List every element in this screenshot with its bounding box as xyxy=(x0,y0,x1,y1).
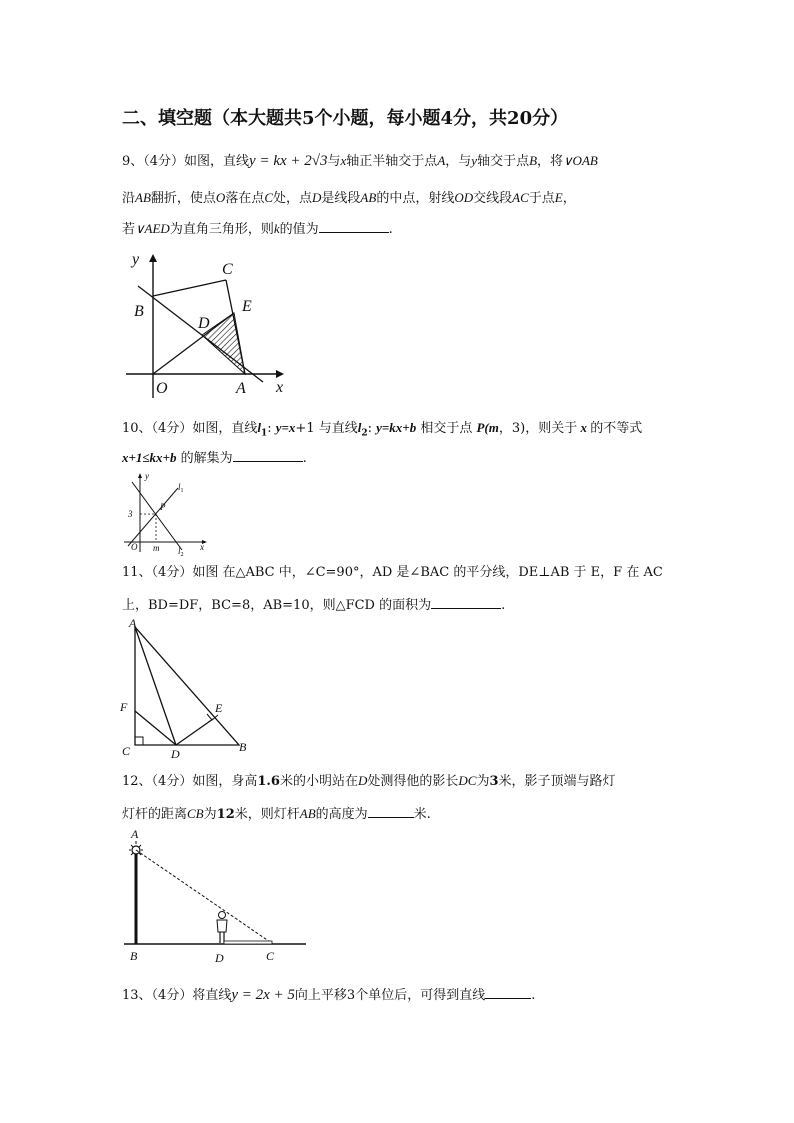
q9-label-o: O xyxy=(156,380,168,397)
q11-label-f: F xyxy=(120,700,128,714)
q9-text: 沿 xyxy=(122,191,136,206)
q10-label-l2: $l_2$ xyxy=(178,546,184,558)
q9-segment-bc xyxy=(153,280,226,296)
q13-answer-blank[interactable] xyxy=(485,998,531,999)
q11-segment-de xyxy=(176,719,213,745)
q12-text: 灯杆的距离 xyxy=(122,807,188,822)
q9-var: A xyxy=(437,153,446,168)
q12-shadow xyxy=(224,941,272,944)
q9-text: ， xyxy=(562,191,576,206)
q9-text: 翻折，使点 xyxy=(150,191,216,206)
q10-text: +1 与直线 xyxy=(295,421,358,436)
q11-text: 上，BD=DF，BC=8，AB=10，则△FCD 的面积为 xyxy=(122,598,432,613)
q10-text: : xyxy=(267,421,276,436)
q12-text: 为 xyxy=(476,774,490,789)
q12-label-d: D xyxy=(215,951,224,965)
q12-number: 12 xyxy=(216,807,235,822)
q12-number: 1.6 xyxy=(257,774,280,789)
q12-var: AB xyxy=(299,806,316,821)
q11-label-a: A xyxy=(129,616,137,630)
q9-text: 为直角三角形，则 xyxy=(169,222,274,237)
q9-var: O xyxy=(215,190,226,205)
q13-text: 13、（4分）将直线 xyxy=(122,988,232,1003)
q10-inequality: x+1≤kx+b xyxy=(122,450,177,465)
q13-equation: y = 2x + 5 xyxy=(231,987,295,1003)
q9-answer-blank[interactable] xyxy=(319,232,389,233)
q12-person-icon xyxy=(217,912,227,944)
q11-label-c: C xyxy=(122,744,131,758)
q11-text: . xyxy=(501,598,506,613)
q10-equation: y=kx+b xyxy=(376,420,417,435)
q9-equation: y = kx + 2√3 xyxy=(249,153,328,169)
q9-var: B xyxy=(529,153,538,168)
q10-text: : xyxy=(367,421,377,436)
q9-line-3 xyxy=(122,218,393,237)
q9-text: 9、（4分）如图，直线 xyxy=(122,154,250,169)
q10-var: l xyxy=(357,420,362,435)
q12-var: DC xyxy=(458,773,477,788)
q9-line-2 xyxy=(122,187,576,206)
q9-triangle: ∨OAB xyxy=(563,153,598,168)
q9-var: AB xyxy=(360,190,377,205)
q9-var: y xyxy=(471,153,478,168)
q9-var: E xyxy=(554,190,563,205)
q10-label-m: m xyxy=(153,543,160,553)
q9-text: ，与 xyxy=(445,154,472,169)
q9-text: ，将 xyxy=(537,154,564,169)
q10-point: P(m xyxy=(476,420,499,435)
q12-text: 12、（4分）如图，身高 xyxy=(122,774,258,789)
q12-text: 米的小明站在 xyxy=(279,774,358,789)
q9-var: D xyxy=(312,190,322,205)
q12-text: 米，则灯杆 xyxy=(234,807,300,822)
q11-right-angle-c xyxy=(135,737,143,745)
q9-var: k xyxy=(273,221,280,236)
q13-number: 3 xyxy=(346,988,356,1003)
q12-number: 3 xyxy=(489,774,499,789)
q10-var: x xyxy=(577,420,591,435)
q9-var: OD xyxy=(454,190,474,205)
section-title: 二、填空题（本大题共5个小题，每小题4分，共20分） xyxy=(122,108,569,129)
q9-text: 轴交于点 xyxy=(477,154,530,169)
q12-text: 米. xyxy=(413,807,431,822)
q12-label-b: B xyxy=(130,949,138,963)
q9-text: 交线段 xyxy=(473,191,513,206)
q9-text: 处，点 xyxy=(273,191,313,206)
q12-text: 的高度为 xyxy=(315,807,368,822)
q9-text: 是线段 xyxy=(321,191,361,206)
q9-var: x xyxy=(340,153,347,168)
q10-answer-blank[interactable] xyxy=(233,461,303,462)
q12-answer-blank[interactable] xyxy=(368,817,414,818)
q13-text: . xyxy=(531,988,536,1003)
q11-triangle-abc xyxy=(135,627,239,745)
q9-line-1 xyxy=(122,150,598,170)
q12-line-1 xyxy=(122,770,616,789)
q9-var: AC xyxy=(512,190,529,205)
q9-label-d: D xyxy=(198,315,210,332)
q10-line-2 xyxy=(122,447,307,466)
q9-text: 的值为 xyxy=(279,222,319,237)
q10-sub: 2 xyxy=(361,428,368,439)
q10-equation: y=x xyxy=(275,420,296,435)
q9-text: 若 xyxy=(122,222,136,237)
q9-label-a: A xyxy=(236,380,246,397)
q10-label-p: P xyxy=(160,502,166,512)
q10-label-y: y xyxy=(145,471,149,481)
q10-text: 的解集为 xyxy=(176,451,233,466)
q11-answer-blank[interactable] xyxy=(431,608,501,609)
q10-text: 10、（4分）如图，直线 xyxy=(122,421,258,436)
q12-text: 处测得他的影长 xyxy=(367,774,459,789)
q11-figure xyxy=(115,615,260,760)
q11-label-e: E xyxy=(215,701,223,715)
q9-triangle: ∨AED xyxy=(135,221,170,236)
q11-line-2 xyxy=(122,594,505,613)
q9-label-c: C xyxy=(222,261,233,278)
q10-label-l1: $l_1$ xyxy=(178,482,184,494)
q9-var: AB xyxy=(135,190,151,205)
q10-text: ，3)，则关于 xyxy=(498,421,578,436)
q9-y-arrow xyxy=(149,254,157,262)
q10-text: 相交于点 xyxy=(416,421,477,436)
q10-label-x: x xyxy=(200,542,204,552)
q12-label-a: A xyxy=(131,827,139,841)
q9-text: 于点 xyxy=(528,191,555,206)
q10-var: l xyxy=(257,420,261,435)
q10-y-arrow xyxy=(138,473,142,478)
q9-text: 的中点，射线 xyxy=(376,191,455,206)
q12-figure xyxy=(118,824,313,966)
q9-text: 与 xyxy=(327,154,341,169)
q10-text: . xyxy=(302,451,307,466)
q10-sub: 1 xyxy=(260,428,268,439)
q12-text: 米，影子顶端与路灯 xyxy=(498,774,616,789)
q10-label-3: 3 xyxy=(128,509,133,519)
q9-text: . xyxy=(388,222,393,237)
q9-label-y: y xyxy=(132,251,140,268)
q13-text: 个单位后，可得到直线 xyxy=(355,988,486,1003)
q12-line-2 xyxy=(122,803,431,822)
q12-var: D xyxy=(357,773,368,788)
q13-line xyxy=(122,984,535,1004)
q9-label-x: x xyxy=(276,379,284,396)
q12-label-c: C xyxy=(266,949,275,963)
q9-text: 落在点 xyxy=(225,191,265,206)
q11-label-b: B xyxy=(239,740,247,754)
q10-label-o: O xyxy=(131,542,138,552)
q9-x-arrow xyxy=(276,370,284,378)
q12-text: 为 xyxy=(203,807,217,822)
q12-var: CB xyxy=(187,806,204,821)
q11-line-1: 11、（4分）如图 在△ABC 中，∠C=90°，AD 是∠BAC 的平分线，DE⊥AB 于 E，F 在 AC xyxy=(122,565,663,580)
q10-line-1 xyxy=(122,417,642,439)
q10-text: 的不等式 xyxy=(590,421,643,436)
q12-light-ray xyxy=(136,850,273,944)
q9-label-e: E xyxy=(242,298,252,315)
q11-label-d: D xyxy=(171,747,180,761)
q9-var: C xyxy=(264,190,273,205)
q9-text: 轴正半轴交于点 xyxy=(346,154,438,169)
q9-label-b: B xyxy=(134,303,144,320)
q10-line-l1 xyxy=(128,488,178,546)
q13-text: 向上平移 xyxy=(294,988,347,1003)
q10-figure xyxy=(118,470,213,558)
q9-figure xyxy=(118,248,298,404)
